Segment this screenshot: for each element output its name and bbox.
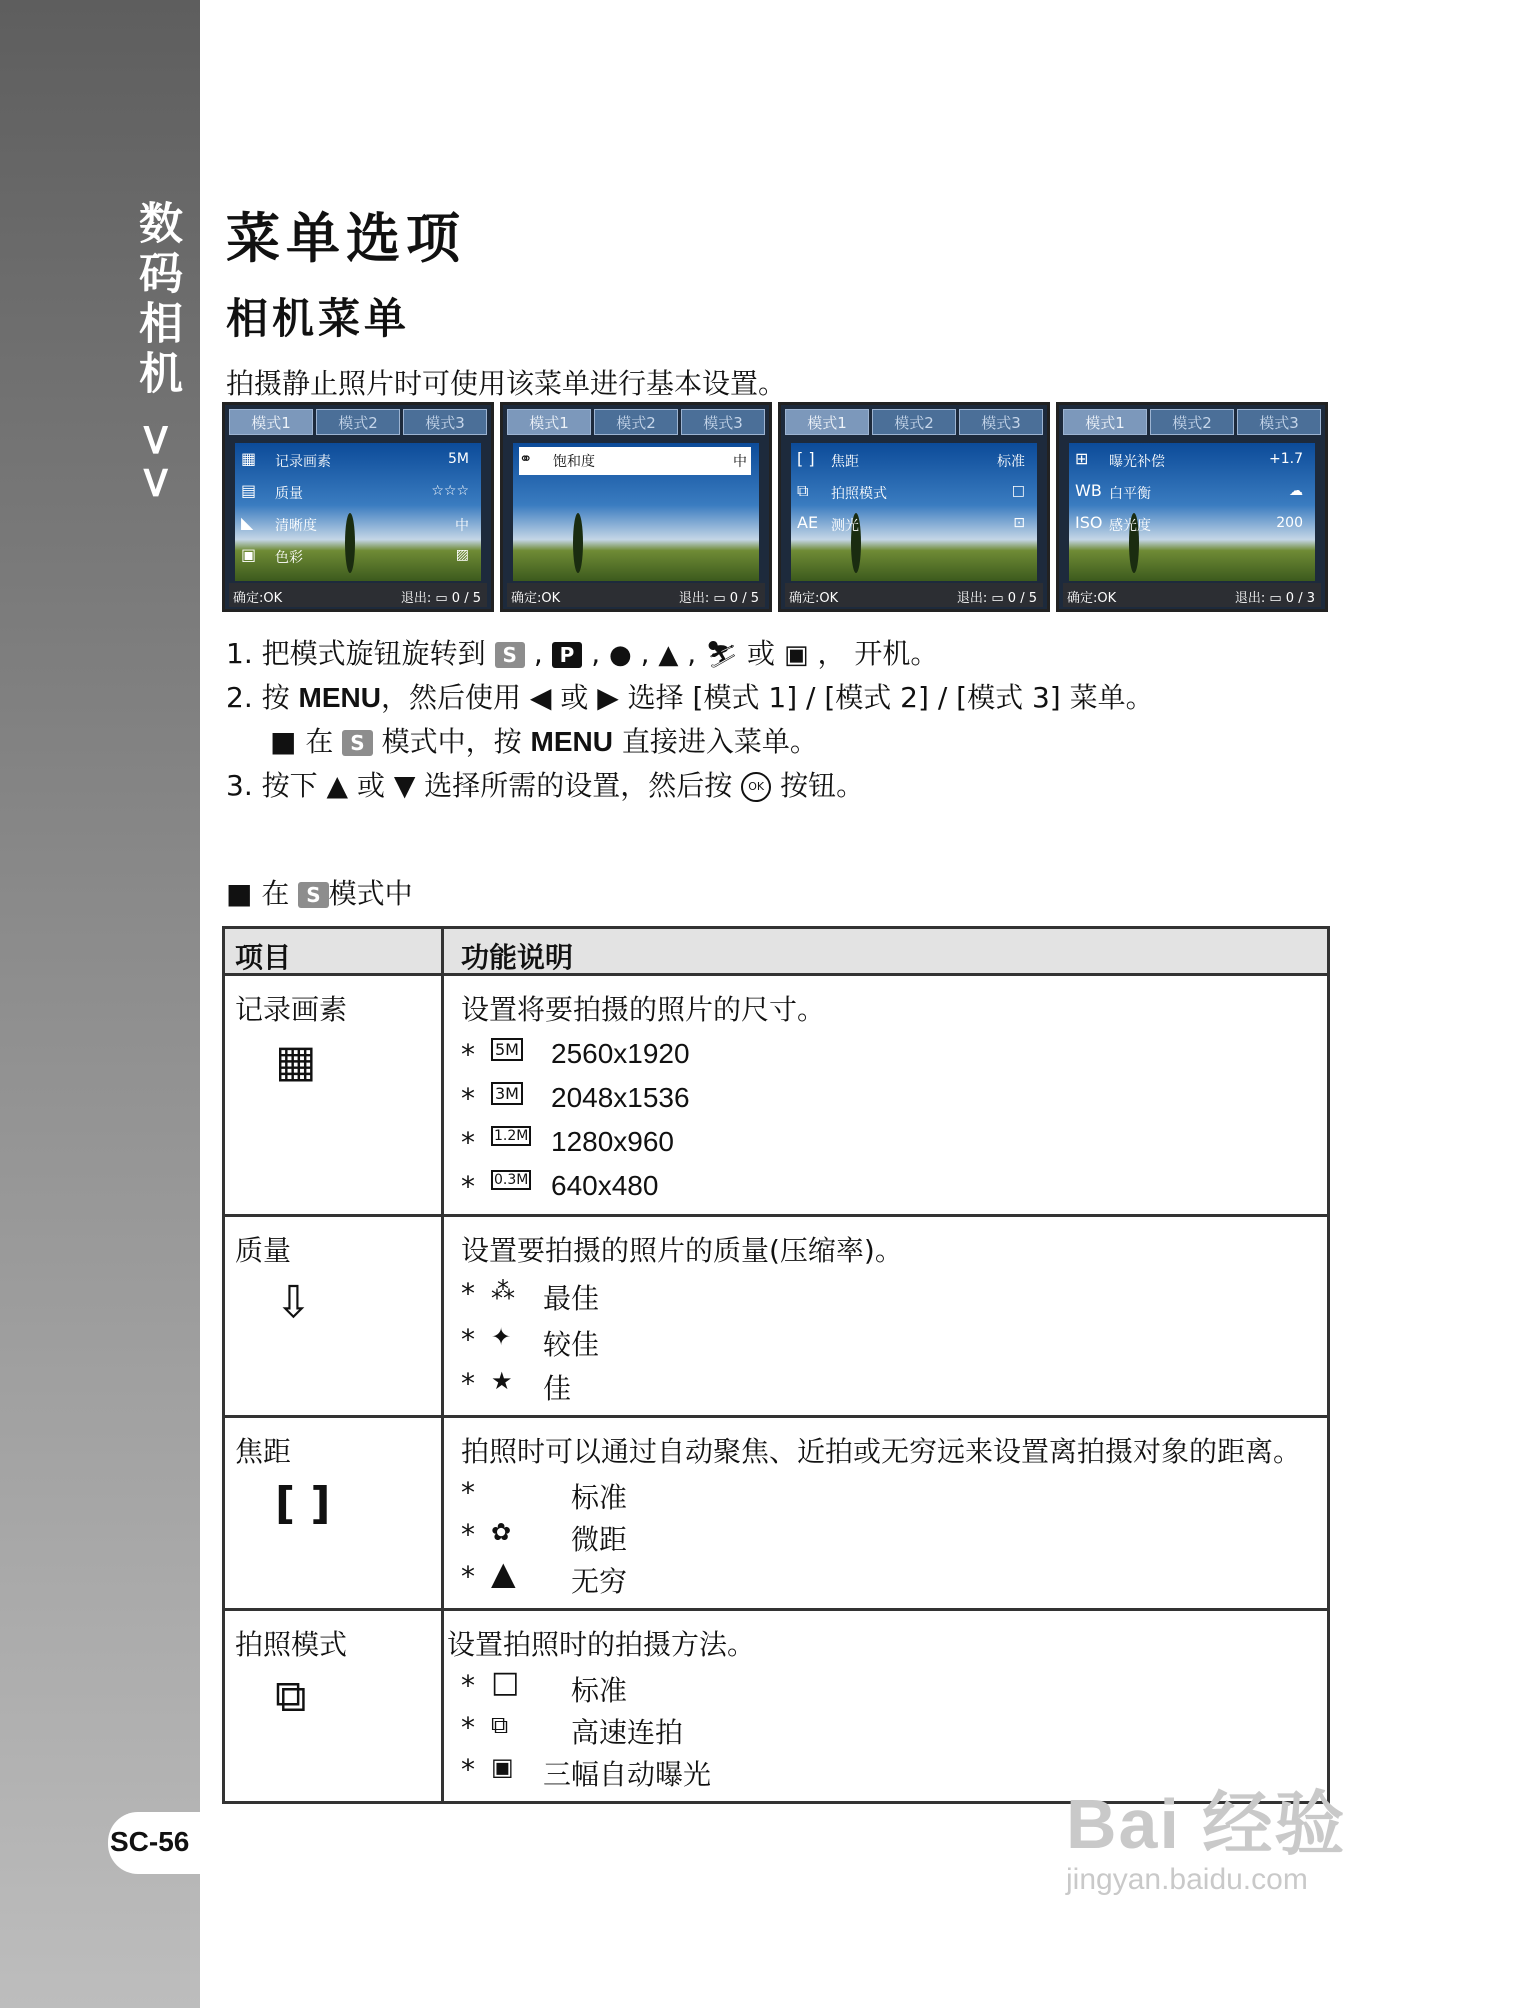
- screen-row-value: 中: [733, 454, 747, 470]
- scene-mode-icon: S: [298, 882, 328, 908]
- step-text: ■ 在: [270, 725, 334, 758]
- camera-screen-2: [500, 402, 772, 612]
- screen-footer: [229, 583, 487, 607]
- sharpness-icon: ◣: [241, 513, 254, 532]
- resolution-icon: ▦: [241, 449, 257, 468]
- section-title: 相机菜单: [226, 294, 411, 343]
- setting-name: 拍照模式: [235, 1628, 348, 1661]
- screen-tab: 模式2: [316, 409, 400, 435]
- metering-icon: AE: [797, 513, 819, 532]
- ok-button-icon: OK: [741, 772, 771, 802]
- bullet: *: [461, 1518, 475, 1551]
- setting-description: 拍照时可以通过自动聚焦、近拍或无穷远来设置离拍摄对象的距离。: [461, 1435, 1302, 1468]
- page-number: SC-56: [110, 1826, 190, 1857]
- camera-screen-4: [1056, 402, 1328, 612]
- settings-table: [222, 926, 1330, 1804]
- confirm-hint: 确定:OK: [511, 591, 561, 606]
- screen-row-label: 记录画素: [275, 454, 331, 470]
- bullet: *: [461, 1367, 475, 1400]
- step-3: [226, 764, 864, 804]
- screen-tab: 模式1: [507, 409, 591, 435]
- auto-bracketing-icon: ▣: [491, 1753, 514, 1781]
- table-row: [225, 1217, 1327, 1418]
- bullet: *: [461, 1560, 475, 1593]
- screen-row-value: ☁: [1289, 483, 1303, 499]
- screen-row: [797, 447, 1029, 475]
- option-text: 最佳: [543, 1283, 600, 1314]
- page-title: 菜单选项: [226, 207, 466, 270]
- three-stars-icon: ⁂: [491, 1277, 515, 1305]
- screen-row-label: 质量: [275, 486, 303, 502]
- screen-footer: [1063, 583, 1321, 607]
- macro-icon: ✿: [491, 1518, 512, 1546]
- setting-name: 记录画素: [235, 993, 348, 1026]
- screen-row-value: ☆☆☆: [431, 483, 469, 499]
- bullet: *: [461, 1711, 475, 1744]
- option-text: 640x480: [551, 1170, 659, 1201]
- step-text: 直接进入菜单。: [621, 725, 818, 758]
- resolution-icon: ▦: [275, 1036, 317, 1087]
- step-text: 模式中，按: [381, 725, 522, 758]
- exit-hint: 退出: ▭ 0 / 5: [400, 591, 481, 606]
- step-text: ， 开机。: [817, 637, 939, 670]
- screen-row: [797, 511, 1029, 539]
- screen-tab: 模式2: [594, 409, 678, 435]
- exit-hint: 退出: ▭ 0 / 5: [956, 591, 1037, 606]
- burst-icon: ⧉: [491, 1711, 509, 1739]
- screen-tab: 模式1: [1063, 409, 1147, 435]
- screen-row-value: ▨: [455, 547, 469, 563]
- screen-row-value: 200: [1276, 515, 1303, 531]
- scene-mode-icon: S: [495, 642, 525, 668]
- screen-tab: 模式2: [1150, 409, 1234, 435]
- screen-tab: 模式1: [229, 409, 313, 435]
- one-star-icon: ★: [491, 1367, 513, 1395]
- setting-name: 焦距: [235, 1435, 292, 1468]
- saturation-icon: ⚭: [519, 449, 533, 468]
- menu-key-label: MENU: [298, 682, 381, 713]
- camera-screen-3: [778, 402, 1050, 612]
- camera-menu-screens: [222, 402, 1332, 612]
- screen-tab: 模式3: [959, 409, 1043, 435]
- option-text: 1280x960: [551, 1126, 675, 1157]
- screen-row-label: 测光: [831, 518, 859, 534]
- option-text: 2048x1536: [551, 1082, 690, 1113]
- screen-row-label: 白平衡: [1109, 486, 1151, 502]
- screen-row-label: 曝光补偿: [1109, 454, 1165, 470]
- step-text: 1. 把模式旋钮旋转到: [226, 637, 486, 670]
- screen-row: [1075, 447, 1307, 475]
- bullet: *: [461, 1082, 475, 1115]
- label-text: ■ 在: [226, 877, 290, 910]
- watermark-url: jingyan.baidu.com: [1066, 1863, 1308, 1896]
- landscape-icon: ▲: [658, 640, 679, 670]
- table-header: [225, 929, 1327, 976]
- confirm-hint: 确定:OK: [233, 591, 283, 606]
- portrait-icon: ●: [609, 640, 632, 670]
- screen-row-label: 色彩: [275, 550, 303, 566]
- iso-icon: ISO: [1075, 513, 1103, 532]
- camera-screen-1: [222, 402, 494, 612]
- bullet: *: [461, 1753, 475, 1786]
- bullet: *: [461, 1669, 475, 1702]
- size-5m-icon: 5M: [491, 1038, 523, 1061]
- option-text: 三幅自动曝光: [543, 1759, 712, 1790]
- bullet: *: [461, 1323, 475, 1356]
- focus-icon: [ ]: [797, 449, 815, 468]
- bullet: *: [461, 1277, 475, 1310]
- sports-icon: ⛷: [705, 640, 739, 670]
- screen-row-value: □: [1011, 483, 1025, 499]
- exposure-icon: ⊞: [1075, 449, 1089, 468]
- capture-mode-icon: ⧉: [797, 481, 809, 500]
- option-text: 标准: [571, 1482, 628, 1513]
- exit-hint: 退出: ▭ 0 / 3: [1234, 591, 1315, 606]
- baidu-watermark: [1066, 1768, 1346, 1897]
- mode-section-label: [226, 872, 413, 912]
- step-text: ，然后使用 ◀ 或 ▶ 选择 [模式 1] / [模式 2] / [模式 3] 菜单。: [380, 681, 1154, 714]
- step-text: 2. 按: [226, 681, 290, 714]
- white-balance-icon: WB: [1075, 481, 1102, 500]
- screen-footer: [785, 583, 1043, 607]
- screen-tab: 模式3: [1237, 409, 1321, 435]
- label-text: 模式中: [328, 877, 413, 910]
- screen-tab: 模式1: [785, 409, 869, 435]
- step-text: 或: [747, 637, 776, 670]
- option-text: 佳: [543, 1373, 572, 1404]
- program-mode-icon: P: [552, 642, 583, 668]
- setting-name: 质量: [235, 1234, 292, 1267]
- table-row: [225, 1418, 1327, 1611]
- bullet: *: [461, 1476, 475, 1509]
- column-header-description: 功能说明: [461, 941, 574, 974]
- intro-text: 拍摄静止照片时可使用该菜单进行基本设置。: [226, 367, 787, 400]
- screen-tab: 模式3: [403, 409, 487, 435]
- bullet: *: [461, 1170, 475, 1203]
- option-text: 较佳: [543, 1329, 600, 1360]
- sidebar: [0, 0, 200, 2008]
- step-1: 1. 把模式旋钮旋转到 S , P , ● , ▲ , ⛷ 或 ▣ ， 开机。: [226, 637, 939, 670]
- screen-row-value: 5M: [448, 451, 469, 467]
- color-icon: ▣: [241, 545, 257, 564]
- step-2: [226, 676, 1154, 716]
- step-2-note: [270, 720, 818, 760]
- column-header-item: 项目: [235, 941, 292, 974]
- size-0-3m-icon: 0.3M: [491, 1170, 531, 1190]
- single-shot-icon: □: [491, 1665, 520, 1700]
- option-text: 微距: [571, 1524, 628, 1555]
- sidebar-title: 数码相机 >>: [131, 200, 182, 508]
- screen-row: [241, 511, 473, 539]
- screen-row-value: ⊡: [1013, 515, 1025, 531]
- step-text: 按钮。: [780, 769, 865, 802]
- screen-tab: 模式3: [681, 409, 765, 435]
- screen-row-label: 拍照模式: [831, 486, 887, 502]
- night-portrait-icon: ▣: [783, 640, 809, 670]
- screen-row-label: 饱和度: [553, 454, 595, 470]
- screen-row-label: 感光度: [1109, 518, 1151, 534]
- confirm-hint: 确定:OK: [1067, 591, 1117, 606]
- two-stars-icon: ✦: [491, 1323, 512, 1351]
- screen-footer: [507, 583, 765, 607]
- screen-row-label: 清晰度: [275, 518, 317, 534]
- screen-row: [1075, 511, 1307, 539]
- table-row: [225, 976, 1327, 1217]
- confirm-hint: 确定:OK: [789, 591, 839, 606]
- option-text: 2560x1920: [551, 1038, 690, 1069]
- option-text: 高速连拍: [571, 1717, 684, 1748]
- screen-row: [241, 479, 473, 507]
- screen-row: [797, 479, 1029, 507]
- quality-icon: ⇩: [275, 1277, 312, 1328]
- screen-row-value: +1.7: [1269, 451, 1303, 467]
- step-text: 3. 按下 ▲ 或 ▼ 选择所需的设置，然后按: [226, 769, 733, 802]
- capture-mode-icon: ⧉: [275, 1671, 307, 1722]
- bullet: *: [461, 1038, 475, 1071]
- screen-row-value: 标准: [997, 454, 1025, 470]
- scene-mode-icon: S: [342, 730, 372, 756]
- bullet: *: [461, 1126, 475, 1159]
- screen-tab: 模式2: [872, 409, 956, 435]
- size-1-2m-icon: 1.2M: [491, 1126, 531, 1146]
- option-text: 无穷: [571, 1566, 628, 1597]
- menu-key-label: MENU: [530, 726, 613, 757]
- quality-icon: ▤: [241, 481, 257, 500]
- exit-hint: 退出: ▭ 0 / 5: [678, 591, 759, 606]
- screen-row: [241, 543, 473, 571]
- screen-row-label: 焦距: [831, 454, 859, 470]
- setting-description: 设置要拍摄的照片的质量(压缩率)。: [461, 1234, 903, 1267]
- screen-row-value: 中: [455, 518, 469, 534]
- screen-row: [1075, 479, 1307, 507]
- focus-bracket-icon: [ ]: [275, 1478, 331, 1529]
- setting-description: 设置将要拍摄的照片的尺寸。: [461, 993, 826, 1026]
- infinity-mountain-icon: ▲: [491, 1554, 516, 1592]
- watermark-brand: Bai 经验: [1066, 1785, 1347, 1863]
- screen-row: [241, 447, 473, 475]
- setting-description: 设置拍照时的拍摄方法。: [447, 1628, 756, 1661]
- option-text: 标准: [571, 1675, 628, 1706]
- size-3m-icon: 3M: [491, 1082, 523, 1105]
- screen-row: [519, 447, 751, 475]
